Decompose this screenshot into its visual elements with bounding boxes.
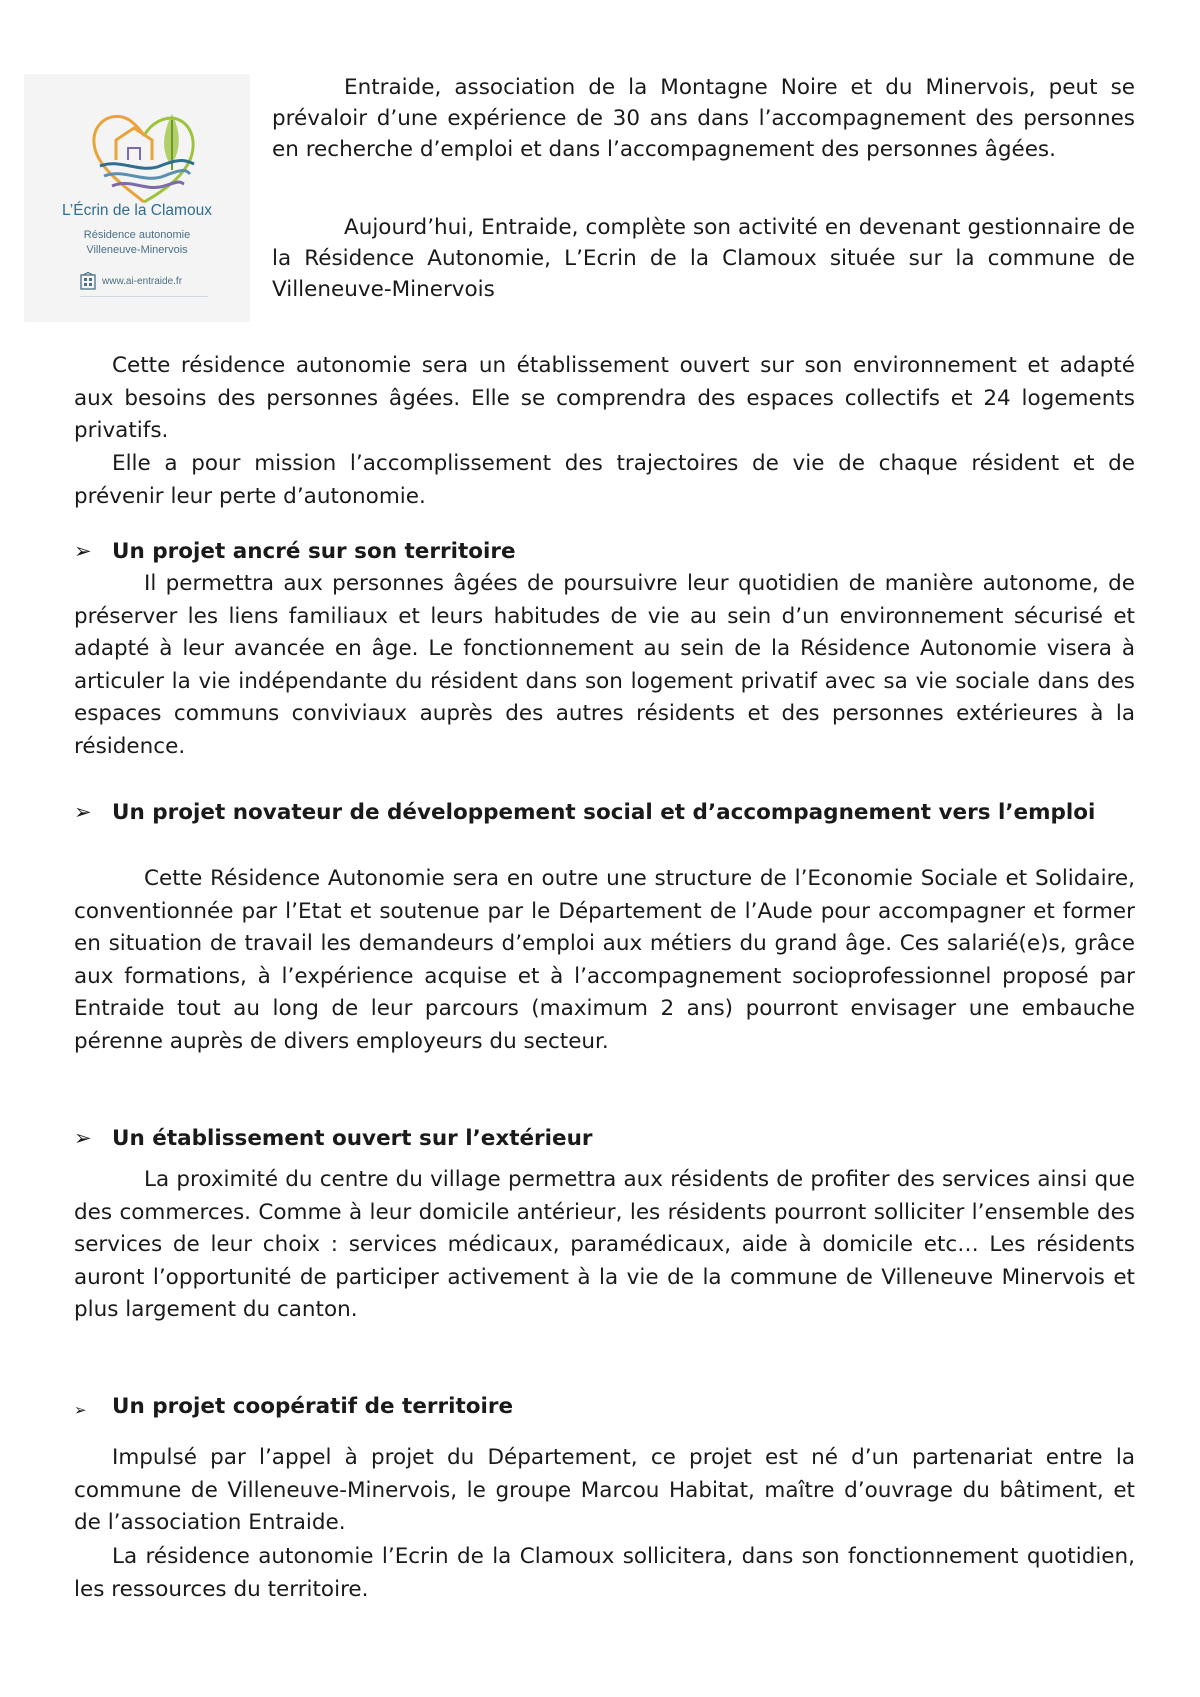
building-icon [80,272,96,290]
section-title: Un projet novateur de développement social et d’accompagnement vers l’emploi [112,800,1096,825]
arrow-bullet-icon: ➢ [74,800,92,824]
section-title: Un établissement ouvert sur l’extérieur [112,1126,593,1151]
arrow-bullet-icon: ➢ [74,539,92,563]
section-paragraph: La résidence autonomie l’Ecrin de la Clamoux sollicitera, dans son fonctionnement quotidien, les ressources du territoire. [74,1544,1135,1602]
section-paragraph: Il permettra aux personnes âgées de poursuivre leur quotidien de manière autonome, de préserver les liens familiaux et leurs habitudes de vie au sein d’un environnement sécurisé et adapté à leur avancée en âge. Le fonctionnement au sein de la Résidence Autonomie visera à articuler la vie indépendante du résident dans son logement privatif avec sa vie sociale dans des espaces communs conviviaux auprès des autres résidents et des personnes extérieures à la résidence. [74,571,1135,759]
logo-subtitle-line1: Résidence autonomie [83,229,191,241]
section-paragraph: Impulsé par l’appel à projet du Département, ce projet est né d’un partenariat entre la commune de Villeneuve-Minervois, le groupe Marcou Habitat, maître d’ouvrage du bâtiment, et de l’association Entraide. [74,1445,1135,1535]
section-heading-developpement [74,796,1135,829]
overview-paragraph-2: Elle a pour mission l’accomplissement des trajectoires de vie de chaque résident et de prévenir leur perte d’autonomie. [74,451,1135,509]
heart-house-logo-icon [86,100,202,212]
section-heading-exterieur [74,1122,1135,1155]
intro-paragraph-2: Aujourd’hui, Entraide, complète son activité en devenant gestionnaire de la Résidence Autonomie, L’Ecrin de la Clamoux située sur la commune de Villeneuve-Minervois [272,215,1135,302]
section-title: Un projet ancré sur son territoire [112,539,516,564]
section-title: Un projet coopératif de territoire [112,1394,514,1419]
logo [24,74,250,322]
section-heading-cooperatif [74,1390,1135,1427]
logo-title: L’Écrin de la Clamoux [62,202,212,219]
intro-paragraph-1: Entraide, association de la Montagne Noire et du Minervois, peut se prévaloir d’une expérience de 30 ans dans l’accompagnement des personnes en recherche d’emploi et dans l’accompagnement des personnes âgées. [272,75,1135,162]
section-heading-territoire [74,535,1135,568]
section-paragraph: Cette Résidence Autonomie sera en outre une structure de l’Economie Sociale et Solidaire, conventionnée par l’Etat et soutenue par le Département de l’Aude pour accompagner et former en situation de travail les demandeurs d’emploi aux métiers du grand âge. Ces salarié(e)s, grâce aux formations, à l’expérience acquise et à l’accompagnement socioprofessionnel proposé par Entraide tout au long de leur parcours (maximum 2 ans) pourront envisager une embauche pérenne auprès de divers employeurs du secteur. [74,866,1135,1054]
arrow-bullet-icon: ➢ [74,1126,92,1150]
section-paragraph: La proximité du centre du village permettra aux résidents de profiter des services ainsi que des commerces. Comme à leur domicile antérieur, les résidents pourront solliciter l’ensemble des services de leur choix : services médicaux, paramédicaux, aide à domicile etc… Les résidents auront l’opportunité de participer activement à la vie de la commune de Villeneuve Minervois et plus largement du canton. [74,1167,1135,1322]
arrow-bullet-icon: ➢ [74,1401,87,1419]
logo-website [80,266,210,296]
logo-subtitle-line2: Villeneuve-Minervois [86,244,188,256]
divider [80,296,208,297]
website-link[interactable]: www.ai-entraide.fr [102,275,183,287]
overview-paragraph-1: Cette résidence autonomie sera un établissement ouvert sur son environnement et adapté aux besoins des personnes âgées. Elle se comprendra des espaces collectifs et 24 logements privatifs. [74,353,1135,443]
